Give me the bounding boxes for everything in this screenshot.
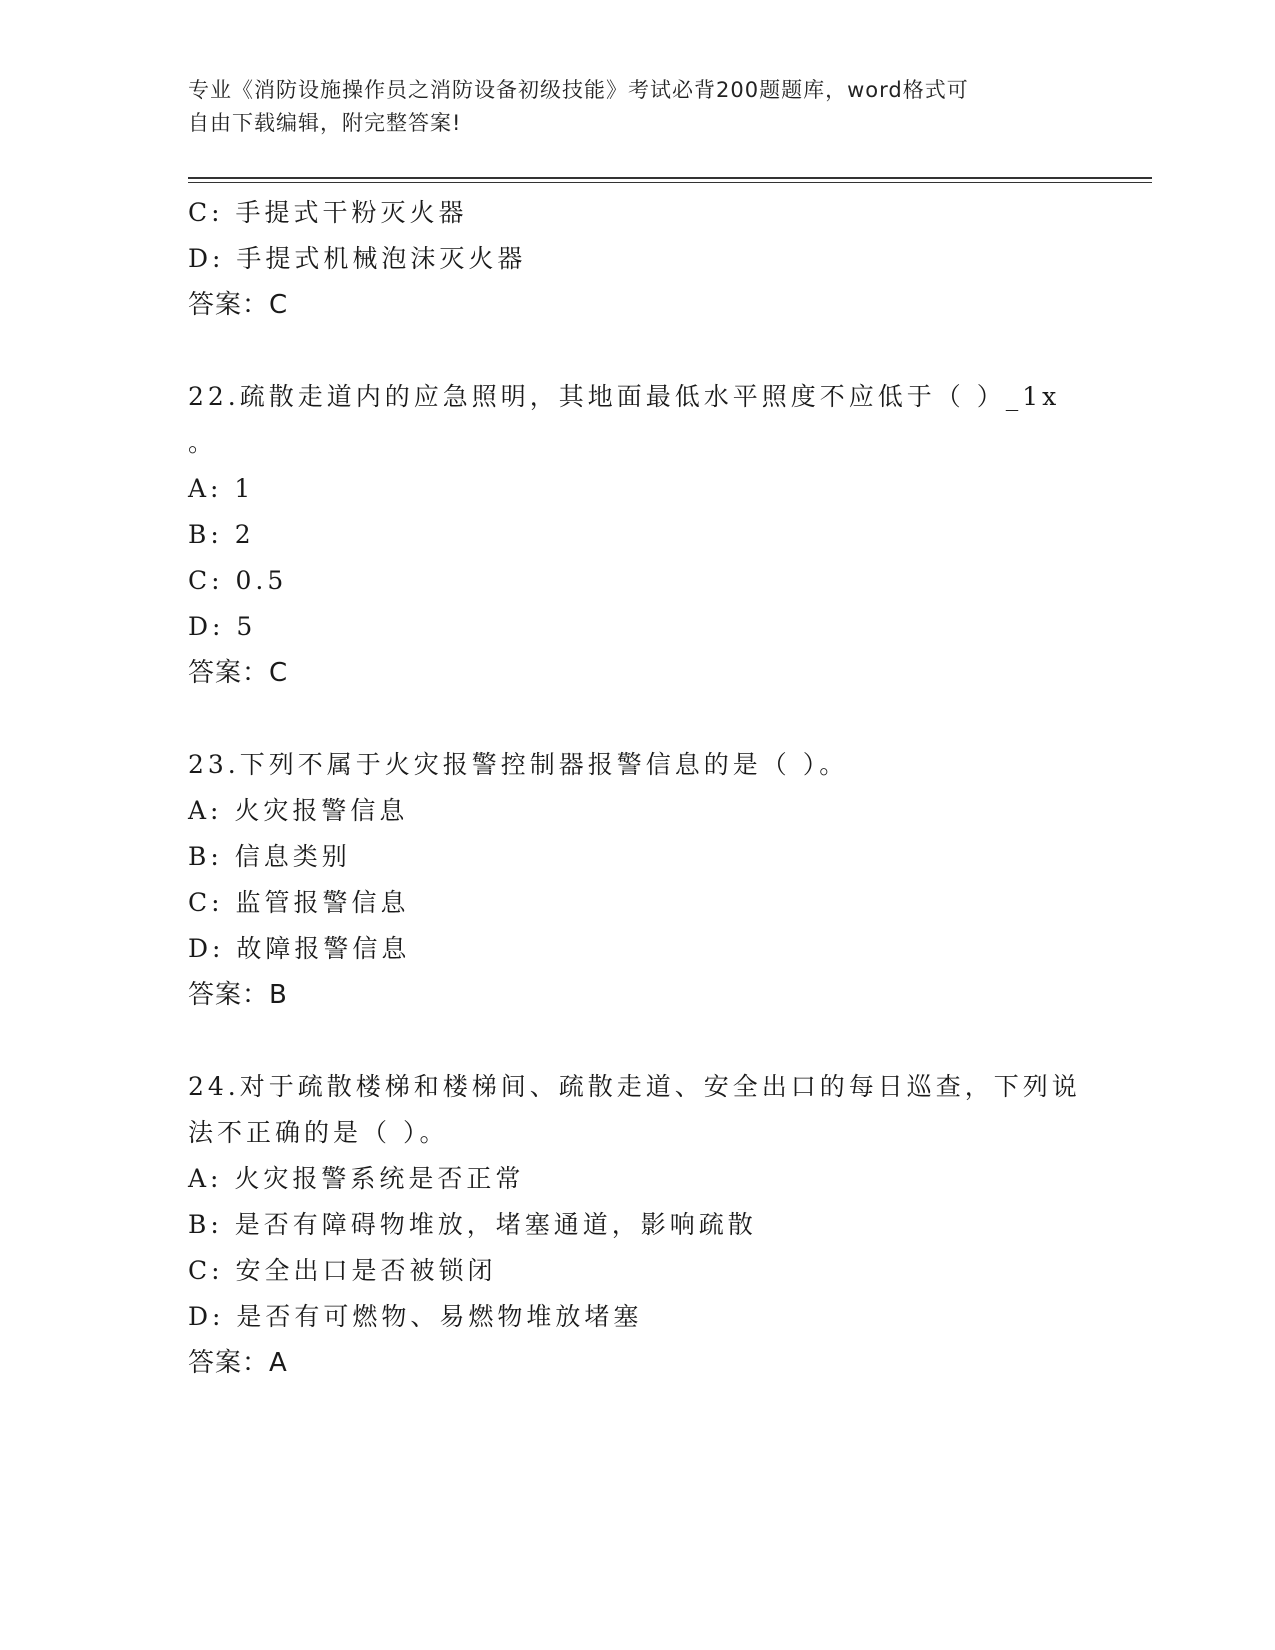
q23-stem: 23.下列不属于火灾报警控制器报警信息的是（ ）。 (188, 750, 849, 779)
q21-option-d: D: 手提式机械泡沫灭火器 (188, 244, 527, 273)
q24-stem-line-2: 法不正确的是（ ）。 (188, 1118, 449, 1147)
q24-option-a: A: 火灾报警系统是否正常 (188, 1164, 525, 1193)
spacer (188, 696, 1118, 742)
q24-option-b: B: 是否有障碍物堆放，堵塞通道，影响疏散 (188, 1210, 757, 1239)
header-title-line-2: 自由下载编辑，附完整答案! (188, 111, 462, 135)
q22-stem-line-2: 。 (188, 428, 218, 457)
question-24 (188, 1064, 1118, 1386)
q22-option-b: B: 2 (188, 520, 255, 549)
q24-answer: 答案：A (188, 1348, 288, 1378)
q22-option-c: C: 0.5 (188, 566, 288, 595)
q23-option-a: A: 火灾报警信息 (188, 796, 409, 825)
header-divider-thick (188, 177, 1152, 179)
q24-option-d: D: 是否有可燃物、易燃物堆放堵塞 (188, 1302, 643, 1331)
q23-option-b: B: 信息类别 (188, 842, 351, 871)
q22-stem-line-1: 22.疏散走道内的应急照明，其地面最低水平照度不应低于（ ）_1x (188, 382, 1061, 411)
header-title-line-1: 专业《消防设施操作员之消防设备初级技能》考试必背200题题库，word格式可 (188, 78, 969, 102)
q23-option-d: D: 故障报警信息 (188, 934, 411, 963)
q23-option-c: C: 监管报警信息 (188, 888, 410, 917)
spacer (188, 328, 1118, 374)
q22-option-d: D: 5 (188, 612, 257, 641)
q23-answer: 答案：B (188, 980, 288, 1010)
q22-answer: 答案：C (188, 658, 289, 688)
question-list (188, 190, 1118, 1386)
question-21 (188, 190, 1118, 328)
spacer (188, 1018, 1118, 1064)
document-header (188, 74, 1088, 140)
q24-option-c: C: 安全出口是否被锁闭 (188, 1256, 497, 1285)
header-divider-thin (188, 182, 1152, 183)
q21-answer: 答案：C (188, 290, 289, 320)
q24-stem-line-1: 24.对于疏散楼梯和楼梯间、疏散走道、安全出口的每日巡查，下列说 (188, 1072, 1081, 1101)
question-23 (188, 742, 1118, 1018)
q21-option-c: C: 手提式干粉灭火器 (188, 198, 468, 227)
q22-option-a: A: 1 (188, 474, 255, 503)
question-22 (188, 374, 1118, 696)
